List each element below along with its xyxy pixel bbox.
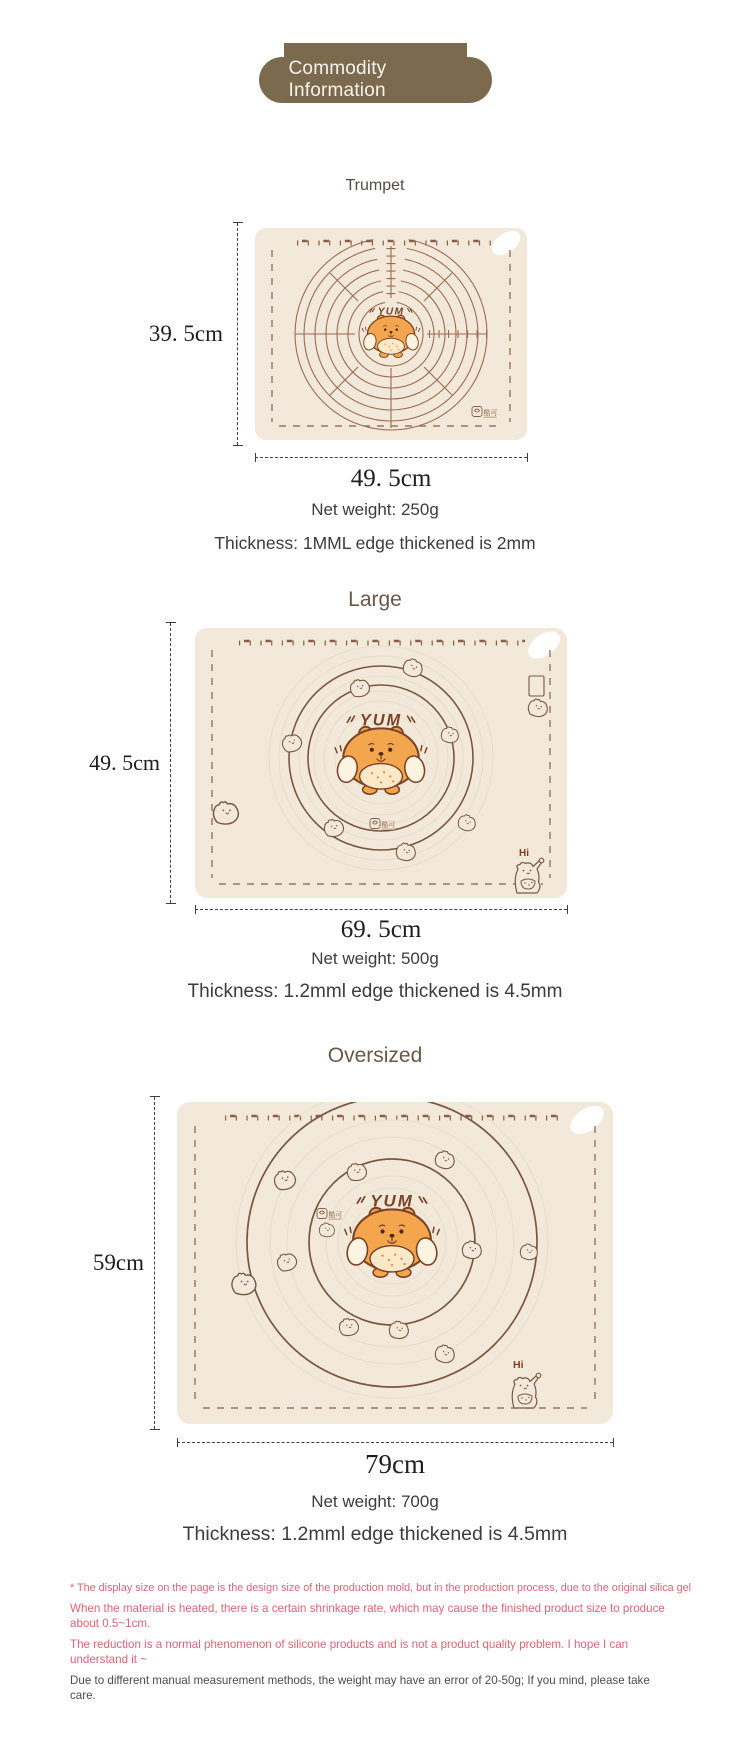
- thickness-text: Thickness: 1MML edge thickened is 2mm: [214, 533, 536, 553]
- height-dimension-line: [237, 223, 238, 445]
- size-title-large: Large: [348, 588, 402, 611]
- size-title-trumpet: Trumpet: [345, 177, 405, 194]
- trumpet-mat-illustration: [255, 228, 527, 440]
- width-dimension-label: 69. 5cm: [340, 916, 422, 943]
- section-oversized: [0, 1043, 750, 1547]
- badge-title-line2: Information: [288, 80, 386, 101]
- hi-text: Hi: [519, 848, 529, 859]
- net-weight-text: Net weight: 500g: [311, 949, 439, 968]
- height-dimension-label: 39. 5cm: [148, 321, 223, 346]
- large-figure: [89, 628, 567, 945]
- badge-title-line1: Commodity: [288, 58, 387, 79]
- section-trumpet: [0, 175, 750, 555]
- disclaimer-note-3: The reduction is a normal phenomenon of silicone products and is not a product quality problem. I hope I can understand it ~: [70, 1638, 629, 1666]
- hi-text: Hi: [513, 1359, 524, 1371]
- net-weight-text: Net weight: 700g: [311, 1492, 439, 1511]
- width-dimension-line: [195, 909, 567, 910]
- disclaimer-block: [70, 1581, 692, 1703]
- large-mat-illustration: [195, 628, 567, 898]
- net-weight-text: Net weight: 250g: [311, 500, 439, 519]
- disclaimer-note-4: Due to different manual measurement methods, the weight may have an error of 20-50g; If you mind, please take care.: [70, 1674, 650, 1702]
- width-dimension-label: 79cm: [365, 1449, 425, 1479]
- thickness-text: Thickness: 1.2mml edge thickened is 4.5mm: [182, 1523, 568, 1545]
- width-dimension-line: [177, 1442, 613, 1443]
- size-title-oversized: Oversized: [327, 1044, 423, 1067]
- section-large: [0, 587, 750, 1005]
- height-dimension-line: [154, 1097, 155, 1429]
- oversized-figure: [92, 1102, 613, 1480]
- height-dimension-label: 59cm: [92, 1250, 144, 1275]
- width-dimension-label: 49. 5cm: [350, 465, 432, 492]
- thickness-text: Thickness: 1.2mml edge thickened is 4.5mm: [187, 981, 563, 1002]
- disclaimer-note-1: * The display size on the page is the design size of the production mold, but in the production process, due to the original silica gel: [70, 1582, 692, 1594]
- commodity-information-badge: [259, 43, 492, 103]
- disclaimer-note-2: When the material is heated, there is a certain shrinkage rate, which may cause the finished product size to produce about 0.5~1cm.: [70, 1602, 665, 1630]
- trumpet-figure: [148, 228, 527, 494]
- badge-pill: [259, 57, 492, 103]
- height-dimension-label: 49. 5cm: [89, 750, 160, 775]
- width-dimension-line: [255, 457, 527, 458]
- height-dimension-line: [170, 623, 171, 903]
- oversized-mat-illustration: [177, 1102, 613, 1424]
- badge-tab: [284, 43, 467, 58]
